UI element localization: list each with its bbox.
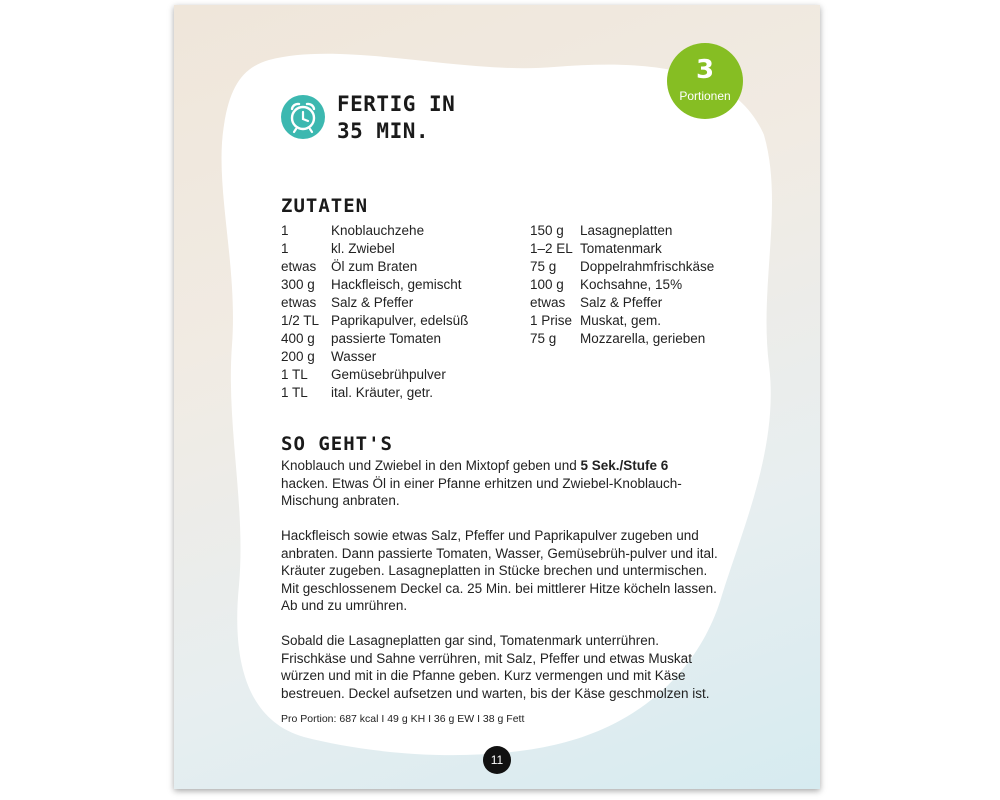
ingredient-amount: 1 TL	[281, 385, 308, 400]
ingredient-name: Öl zum Braten	[331, 259, 418, 274]
ingredient-item	[530, 330, 760, 348]
ingredient-item	[281, 312, 511, 330]
ingredient-item	[530, 222, 760, 240]
ingredient-item	[281, 330, 511, 348]
ingredient-amount: 1–2 EL	[530, 241, 573, 256]
ingredient-amount: etwas	[281, 259, 317, 274]
alarm-clock-icon	[281, 95, 325, 139]
ingredient-amount: 75 g	[530, 259, 557, 274]
ingredient-amount: 300 g	[281, 277, 315, 292]
ingredients-right-list	[530, 222, 760, 348]
step-paragraph-3: Sobald die Lasagneplatten gar sind, Tomatenmark unterrühren. Frischkäse und Sahne verrühren, mit Salz, Pfeffer und etwas Muskat würzen und mit in die Pfanne geben. Kurz vermengen und mit Käse bestreuen. Deckel aufsetzen und warten, bis der Käse geschmolzen ist.	[281, 633, 710, 701]
ingredient-amount: 1/2 TL	[281, 313, 320, 328]
ingredient-item	[530, 258, 760, 276]
ingredient-amount: etwas	[530, 295, 566, 310]
ingredient-amount: 1	[281, 241, 289, 256]
recipe-page	[174, 5, 820, 789]
ingredient-name: Hackfleisch, gemischt	[331, 277, 462, 292]
ingredient-amount: 1 TL	[281, 367, 308, 382]
ingredient-name: Knoblauchzehe	[331, 223, 425, 238]
ingredient-name: Salz & Pfeffer	[331, 295, 414, 310]
ingredient-amount: 200 g	[281, 349, 315, 364]
ingredient-name: Kochsahne, 15%	[580, 277, 683, 292]
ingredients-heading: ZUTATEN	[281, 195, 369, 217]
ingredient-amount: 150 g	[530, 223, 564, 238]
step-1-text-a: Knoblauch und Zwiebel in den Mixtopf geben und	[281, 458, 581, 473]
ingredient-amount: etwas	[281, 295, 317, 310]
ingredient-name: ital. Kräuter, getr.	[331, 385, 434, 400]
ready-line-1: FERTIG IN	[337, 92, 456, 116]
ingredient-item	[281, 258, 511, 276]
ingredient-name: Paprikapulver, edelsüß	[331, 313, 469, 328]
ingredient-name: Mozzarella, gerieben	[580, 331, 706, 346]
ingredient-amount: 400 g	[281, 331, 315, 346]
method-steps	[281, 457, 721, 720]
ingredient-name: Salz & Pfeffer	[580, 295, 663, 310]
portions-label: Portionen	[679, 89, 731, 103]
ingredient-item	[281, 384, 511, 402]
ingredient-name: Lasagneplatten	[580, 223, 673, 238]
ingredient-item	[281, 240, 511, 258]
ready-time	[337, 91, 537, 145]
step-1-setting: 5 Sek./Stufe 6	[580, 458, 669, 473]
ingredient-item	[281, 366, 511, 384]
ingredient-item	[281, 276, 511, 294]
nutrition-info: Pro Portion: 687 kcal I 49 g KH I 36 g EW I 38 g Fett	[281, 713, 525, 725]
step-paragraph-1	[281, 457, 721, 510]
step-paragraph-2: Hackfleisch sowie etwas Salz, Pfeffer und Paprikapulver zugeben und anbraten. Dann passierte Tomaten, Wasser, Gemüsebrüh-pulver und ital. Kräuter zugeben. Lasagneplatten in Stücke brechen und untermischen. Mit geschlossenem Deckel ca. 25 Min. bei mittlerer Hitze köcheln lassen. Ab und zu umrühren.	[281, 528, 718, 613]
ingredient-name: passierte Tomaten	[331, 331, 442, 346]
ingredient-name: Tomatenmark	[580, 241, 662, 256]
ingredient-item	[530, 294, 760, 312]
ingredient-amount: 1 Prise	[530, 313, 573, 328]
ingredient-item	[281, 294, 511, 312]
ingredient-amount: 1	[281, 223, 289, 238]
portions-badge	[667, 43, 743, 119]
ingredient-name: Doppelrahmfrischkäse	[580, 259, 715, 274]
ingredient-item	[530, 240, 760, 258]
ingredient-item	[530, 312, 760, 330]
page-number: 11	[483, 746, 511, 774]
ready-line-2: 35 MIN.	[337, 119, 430, 143]
ingredient-item	[281, 348, 511, 366]
ingredient-item	[530, 276, 760, 294]
ingredient-name: kl. Zwiebel	[331, 241, 395, 256]
method-heading: SO GEHT'S	[281, 433, 393, 455]
ingredient-amount: 75 g	[530, 331, 557, 346]
portions-number: 3	[695, 55, 715, 85]
ingredient-name: Gemüsebrühpulver	[331, 367, 446, 382]
ingredient-name: Muskat, gem.	[580, 313, 662, 328]
ingredients-left-list	[281, 222, 511, 402]
ingredient-item	[281, 222, 511, 240]
step-1-text-b: hacken. Etwas Öl in einer Pfanne erhitzen und Zwiebel-Knoblauch-Mischung anbraten.	[281, 475, 682, 508]
ingredient-amount: 100 g	[530, 277, 564, 292]
ingredient-name: Wasser	[331, 349, 377, 364]
